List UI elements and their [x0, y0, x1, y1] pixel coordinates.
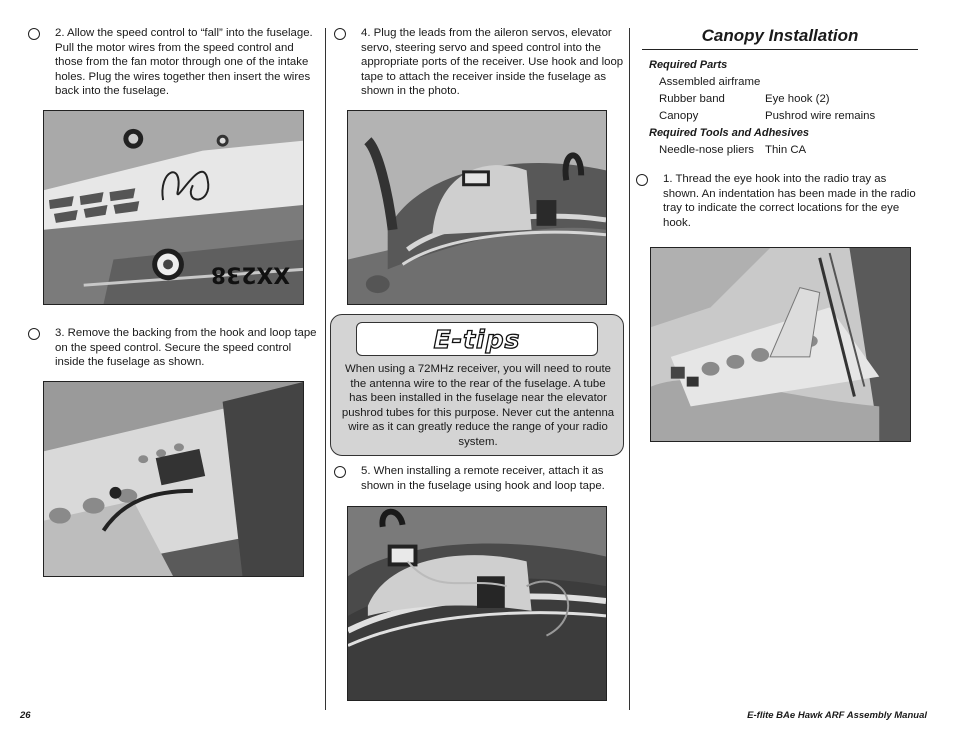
- column-divider-2: [629, 28, 630, 710]
- step-3: [28, 326, 318, 370]
- required-parts-label: Required Parts: [649, 59, 728, 71]
- etips-logo-text: E-tips: [433, 324, 521, 354]
- part-item: Rubber band: [659, 93, 725, 105]
- photo-motor-wires: [43, 110, 304, 305]
- column-divider-1: [325, 28, 326, 710]
- part-item: Canopy: [659, 110, 699, 122]
- section-heading: Canopy Installation: [642, 26, 918, 50]
- parts-row: [659, 74, 918, 91]
- step-5: [334, 464, 624, 493]
- etips-callout: [330, 314, 624, 456]
- checkbox-bullet-icon: [334, 28, 346, 40]
- column-2-lower: [334, 464, 624, 493]
- step-5-text: 5. When installing a remote receiver, attach it as shown in the fuselage using hook and loop tape.: [361, 465, 605, 492]
- step-4-text: 4. Plug the leads from the aileron servos, elevator servo, steering servo and speed control into the appropriate ports of the receiver. Use hook and loop tape to attach the receiver inside the fuselage as shown in the photo.: [361, 27, 624, 97]
- step-2: [28, 26, 318, 99]
- canopy-step-1-text: 1. Thread the eye hook into the radio tray as shown. An indentation has been made in the radio tray to indicate the correct locations for the eye hook.: [663, 173, 916, 229]
- step-2-text: 2. Allow the speed control to “fall” into the fuselage. Pull the motor wires from the speed control and those from the fan motor through one of the intake holes. Plug the wires together then insert the wires back into the fuselage.: [55, 27, 313, 97]
- tools-row: [659, 142, 918, 159]
- tool-item: Needle-nose pliers: [659, 144, 754, 156]
- step-4: [334, 26, 624, 99]
- checkbox-bullet-icon: [28, 28, 40, 40]
- tool-item: Thin CA: [765, 144, 807, 156]
- etips-logo: [356, 322, 598, 356]
- part-item: Eye hook (2): [765, 93, 830, 105]
- aircraft-marking: XX238: [210, 261, 291, 287]
- checkbox-bullet-icon: [28, 328, 40, 340]
- parts-row: [659, 91, 918, 108]
- column-2: [334, 26, 624, 99]
- step-3-text: 3. Remove the backing from the hook and loop tape on the speed control. Secure the speed control inside the fuselage as shown.: [55, 327, 317, 368]
- photo-remote-receiver: [347, 506, 607, 701]
- column-1: [28, 26, 318, 99]
- photo-eye-hook: [650, 247, 911, 442]
- part-item: Pushrod wire remains: [765, 110, 876, 122]
- checkbox-bullet-icon: [636, 174, 648, 186]
- checkbox-bullet-icon: [334, 466, 346, 478]
- page-number: 26: [20, 710, 31, 721]
- column-1-lower: [28, 326, 318, 370]
- etips-text: When using a 72MHz receiver, you will need to route the antenna wire to the rear of the fuselage. A tube has been installed in the fuselage near the elevator pushrod tubes for this purpose. Never cut the antenna wire as it can greatly reduce the range of your radio system.: [341, 363, 615, 448]
- photo-speed-control: [43, 381, 304, 577]
- part-item: Assembled airframe: [659, 76, 761, 88]
- manual-title: E-flite BAe Hawk ARF Assembly Manual: [747, 710, 927, 721]
- photo-receiver-leads: [347, 110, 607, 305]
- required-tools-label: Required Tools and Adhesives: [649, 127, 809, 139]
- canopy-step-1: [636, 172, 918, 230]
- column-3: [642, 26, 918, 230]
- parts-row: [659, 108, 918, 125]
